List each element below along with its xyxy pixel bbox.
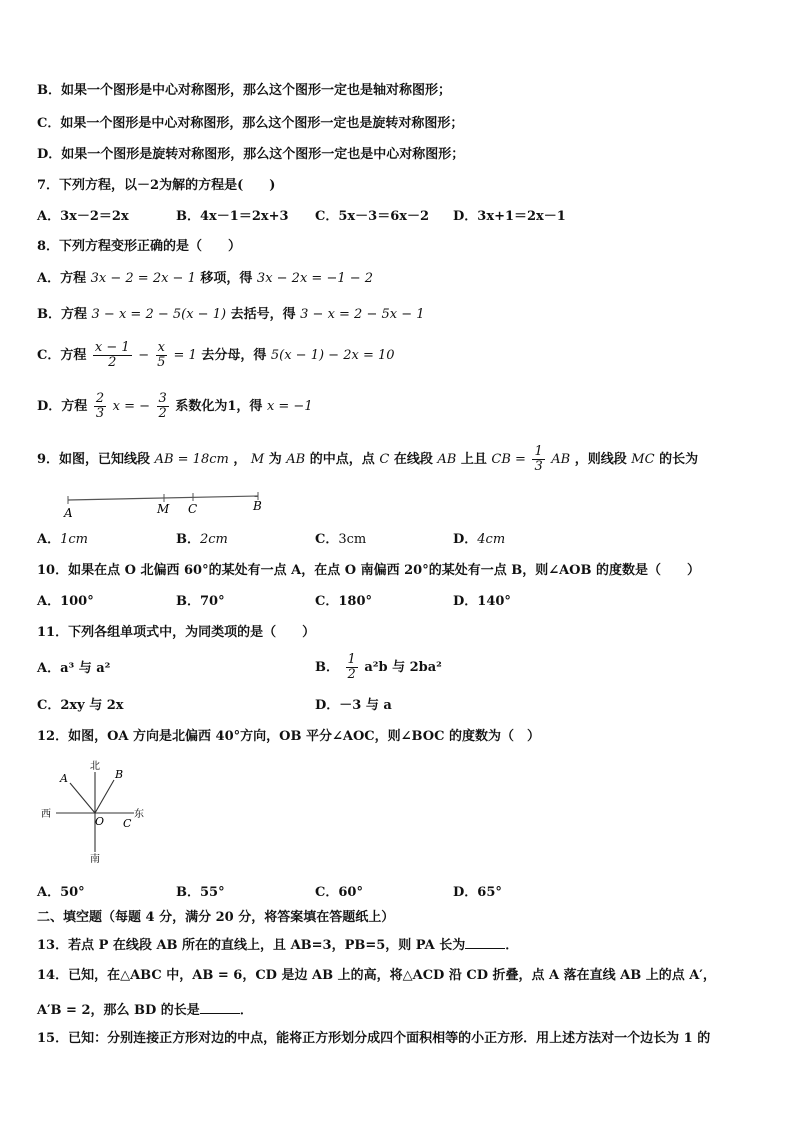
q9-option-a: A．1cm bbox=[37, 532, 88, 547]
q8-a-result: 3x − 2x = −1 − 2 bbox=[256, 271, 374, 286]
q14-text: A′B = 2，那么 BD 的长是 bbox=[37, 1003, 200, 1018]
q12-option-c: C．60° bbox=[315, 885, 363, 900]
q11-option-d: D．－3 与 a bbox=[315, 698, 392, 713]
q8-a-step: 移项，得 bbox=[200, 271, 253, 286]
q9-option-d: D．4cm bbox=[453, 532, 506, 547]
q9-segment-mc: MC bbox=[631, 452, 655, 467]
q12-option-a: A．50° bbox=[37, 885, 85, 900]
q7-option-c: C．5x－3＝6x－2 bbox=[315, 209, 430, 224]
q12-label-b: B bbox=[115, 768, 124, 781]
q11-option-a: A．a³ 与 a² bbox=[37, 661, 111, 676]
q8-c-result: 5(x − 1) − 2x = 10 bbox=[270, 348, 395, 363]
q8-c-step: 去分母，得 bbox=[201, 348, 267, 363]
q8-b-equation: 3 − x = 2 − 5(x − 1) bbox=[91, 307, 227, 322]
q6-option-c: C．如果一个图形是中心对称图形，那么这个图形一定也是旋转对称图形； bbox=[37, 116, 464, 131]
q15-line-1: 15．已知：分别连接正方形对边的中点，能将正方形划分成四个面积相等的小正方形．用上述方法对一个边长为 1 的 bbox=[37, 1031, 711, 1046]
q8-d-equals: x = − bbox=[112, 399, 151, 414]
q8-option-a bbox=[37, 271, 373, 287]
q12-ray-oa bbox=[70, 783, 95, 813]
q8-c-prefix: C．方程 bbox=[37, 348, 87, 363]
q9-option-b: B．2cm bbox=[176, 532, 228, 547]
q12-label-a: A bbox=[60, 772, 68, 785]
q9-option-c: C．3cm bbox=[315, 532, 367, 547]
q12-compass-figure bbox=[38, 758, 158, 866]
q11-stem: 11．下列各组单项式中，为同类项的是（ ） bbox=[37, 625, 316, 640]
q8-a-equation: 3x − 2 = 2x − 1 bbox=[90, 271, 196, 286]
q9-cb-equals: CB = bbox=[491, 452, 526, 467]
q12-label-south: 南 bbox=[90, 854, 100, 865]
q14-line-2 bbox=[37, 1001, 253, 1019]
q8-b-result: 3 − x = 2 − 5x − 1 bbox=[300, 307, 425, 322]
q10-option-c: C．180° bbox=[315, 594, 372, 609]
q9-text-1: 9．如图，已知线段 bbox=[37, 452, 151, 467]
section-fill-in-heading: 二、填空题（每题 4 分，满分 20 分，将答案填在答题纸上） bbox=[37, 910, 395, 925]
q9-label-c: C bbox=[188, 502, 198, 516]
q14-end: ． bbox=[239, 1003, 253, 1018]
q9-segment-ab-3: AB bbox=[551, 452, 571, 467]
q9-segment-ab-2: AB bbox=[437, 452, 457, 467]
q8-d-result: x = −1 bbox=[266, 399, 313, 414]
q12-label-west: 西 bbox=[41, 809, 51, 820]
q9-point-m: M bbox=[250, 452, 265, 467]
q8-option-d bbox=[37, 392, 313, 422]
q9-segment-ab: AB bbox=[286, 452, 306, 467]
q11-b-label: B． bbox=[315, 660, 339, 675]
q9-text-4: 的中点，点 bbox=[309, 452, 375, 467]
q8-stem: 8．下列方程变形正确的是（ ） bbox=[37, 239, 242, 254]
q12-option-b: B．55° bbox=[176, 885, 225, 900]
q12-label-north: 北 bbox=[90, 761, 100, 772]
q11-option-b bbox=[315, 653, 442, 683]
q8-c-fraction-2: $\frac{x}{5}$ bbox=[157, 340, 166, 370]
q8-d-fraction-2: $\frac{3}{2}$ bbox=[158, 391, 167, 421]
q8-b-prefix: B．方程 bbox=[37, 307, 87, 322]
q8-d-fraction-1: $\frac{2}{3}$ bbox=[95, 391, 105, 421]
q11-b-fraction: $\frac{1}{2}$ bbox=[347, 652, 356, 682]
q9-text-2: ， bbox=[233, 452, 247, 467]
q14-answer-blank bbox=[200, 1001, 240, 1014]
q8-c-equals: = 1 bbox=[173, 348, 197, 363]
q12-stem: 12．如图，OA 方向是北偏西 40°方向，OB 平分∠AOC，则∠BOC 的度数为（ ） bbox=[37, 729, 540, 744]
q8-d-prefix: D．方程 bbox=[37, 399, 88, 414]
q9-text-5: 在线段 bbox=[393, 452, 433, 467]
q8-a-prefix: A．方程 bbox=[37, 271, 87, 286]
q12-label-c: C bbox=[123, 817, 132, 830]
q9-segment-figure bbox=[60, 488, 270, 520]
q13-end: ． bbox=[505, 938, 519, 953]
q6-option-b: B．如果一个图形是中心对称图形，那么这个图形一定也是轴对称图形； bbox=[37, 83, 451, 98]
q9-label-m: M bbox=[157, 502, 170, 516]
q9-text-6: 上且 bbox=[460, 452, 487, 467]
q8-b-step: 去括号，得 bbox=[230, 307, 296, 322]
q12-label-east: 东 bbox=[134, 809, 144, 820]
q8-option-b bbox=[37, 307, 425, 323]
q8-option-c bbox=[37, 341, 395, 371]
q10-option-a: A．100° bbox=[37, 594, 94, 609]
q9-ab-length: AB = 18cm bbox=[154, 452, 229, 467]
q7-stem: 7．下列方程，以－2为解的方程是( ) bbox=[37, 178, 276, 193]
q7-option-d: D．3x+1＝2x－1 bbox=[453, 209, 566, 224]
q6-option-d: D．如果一个图形是旋转对称图形，那么这个图形一定也是中心对称图形； bbox=[37, 147, 465, 162]
q10-option-d: D．140° bbox=[453, 594, 511, 609]
q9-line-ab bbox=[68, 496, 258, 500]
q9-point-c: C bbox=[379, 452, 390, 467]
q8-c-minus: − bbox=[138, 348, 150, 363]
q8-c-fraction-1: $\frac{x - 1}{2}$ bbox=[94, 340, 130, 370]
q11-b-terms: a²b 与 2ba² bbox=[364, 660, 442, 675]
q9-stem bbox=[37, 445, 698, 475]
q9-text-8: 的长为 bbox=[659, 452, 699, 467]
q9-text-3: 为 bbox=[268, 452, 282, 467]
q8-d-step: 系数化为1，得 bbox=[175, 399, 263, 414]
q9-label-b: B bbox=[253, 499, 262, 513]
q13-answer-blank bbox=[465, 936, 505, 949]
q12-label-o: O bbox=[95, 815, 105, 828]
q7-option-a: A．3x－2＝2x bbox=[37, 209, 129, 224]
q12-option-d: D．65° bbox=[453, 885, 502, 900]
q9-label-a: A bbox=[64, 506, 73, 520]
q11-option-c: C．2xy 与 2x bbox=[37, 698, 124, 713]
q14-line-1: 14．已知，在△ABC 中，AB = 6，CD 是边 AB 上的高，将△ACD 沿 CD 折叠，点 A 落在直线 AB 上的点 A′， bbox=[37, 968, 716, 983]
q13-stem bbox=[37, 936, 518, 954]
q10-option-b: B．70° bbox=[176, 594, 225, 609]
q12-ray-ob bbox=[95, 780, 114, 813]
q9-fraction: $\frac{1}{3}$ bbox=[534, 444, 543, 474]
q7-option-b: B．4x－1＝2x+3 bbox=[176, 209, 289, 224]
q10-stem: 10．如果在点 O 北偏西 60°的某处有一点 A，在点 O 南偏西 20°的某处有一点 B，则∠AOB 的度数是（ ） bbox=[37, 563, 701, 578]
q9-text-7: ，则线段 bbox=[574, 452, 627, 467]
q13-text: 13．若点 P 在线段 AB 所在的直线上，且 AB=3，PB=5，则 PA 长为 bbox=[37, 938, 466, 953]
